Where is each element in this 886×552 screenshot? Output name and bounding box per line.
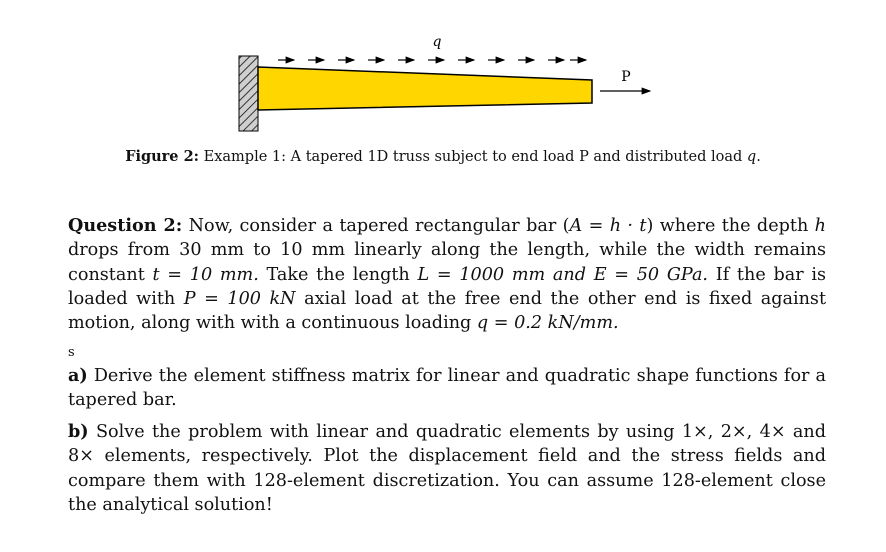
part-b — [68, 420, 826, 517]
length-equation: L = 1000 mm and — [417, 264, 586, 285]
part-a-label: a) — [68, 365, 88, 386]
part-b-text: elements, respectively. Plot the displacement field and the stress fields and compare them with 128-element discretization. You can assume 128-element close the analytical solution! — [68, 446, 826, 515]
question-text: axial load at the free end the other end is fixed against motion, along with with a continuous loading — [68, 288, 827, 334]
part-a-text: Derive the element stiffness matrix for linear and quadratic shape functions for a tapered bar. — [68, 366, 827, 411]
modulus-equation: E = 50 GPa. — [593, 264, 709, 285]
caption-label: Figure 2: — [125, 148, 200, 165]
load-equation: P = 100 kN — [183, 288, 296, 309]
tapered-bar — [258, 67, 592, 110]
part-b-label: b) — [68, 421, 89, 442]
element-counts: 1×, 2×, 4× and 8× — [68, 422, 826, 467]
caption-symbol: q — [746, 149, 757, 165]
question-text: ) where the depth — [646, 216, 809, 236]
stray-character: s — [68, 345, 75, 360]
tapered-bar-figure — [0, 0, 886, 145]
depth-symbol: h — [814, 216, 827, 236]
load-p-label: P — [621, 69, 631, 85]
part-b-text: Solve the problem with linear and quadratic elements by using — [96, 422, 675, 442]
caption-end: . — [756, 149, 761, 165]
question-heading: Question 2: — [68, 215, 183, 236]
figure-caption — [0, 148, 886, 166]
question-text: Take the length — [266, 264, 410, 285]
question-text: If the bar is loaded with — [68, 264, 826, 309]
fixed-support — [239, 56, 258, 131]
question-paragraph — [68, 214, 826, 335]
question-text: Now, consider a tapered rectangular bar ( — [188, 216, 570, 236]
area-formula: A = h · t — [569, 216, 647, 236]
load-q-label: q — [432, 34, 442, 50]
question-text: drops from 30 mm to 10 mm linearly along the length, while the width remains constant — [68, 240, 826, 285]
distributed-load-equation: q = 0.2 kN/mm. — [476, 313, 619, 334]
part-a — [68, 364, 826, 413]
width-equation: t = 10 mm. — [152, 264, 259, 285]
caption-text: Example 1: A tapered 1D truss subject to end load P and distributed load — [203, 149, 743, 165]
